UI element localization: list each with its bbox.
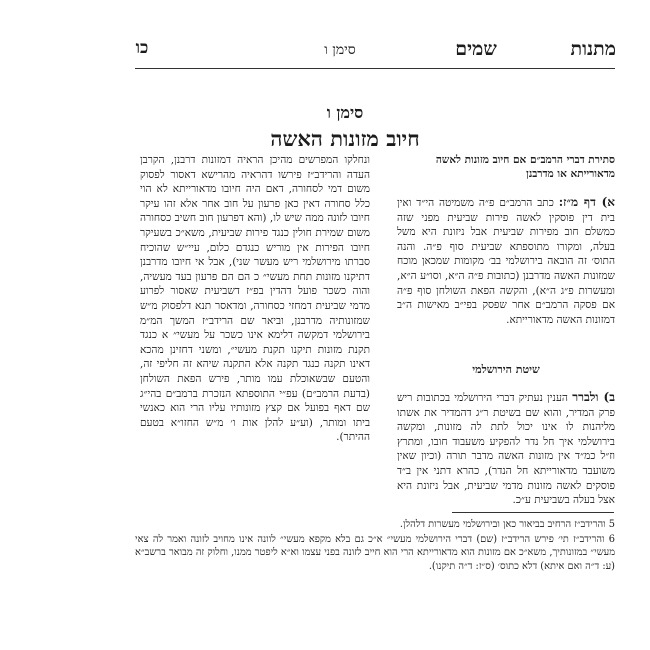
paragraph-continuation <box>140 153 370 445</box>
column-subtitle: סתירת דברי הרמב״ם אם חיוב מזונות לאשה מדאורייתא או מדרבנן <box>435 154 615 180</box>
left-text-column <box>140 153 370 445</box>
paragraph-a <box>397 195 615 327</box>
right-text-column <box>397 153 615 508</box>
running-head-siman: סימן ו <box>324 42 356 58</box>
footnotes <box>135 518 615 574</box>
header-rule <box>135 68 615 69</box>
paragraph-a-lead: א) דף מ״ז: <box>558 195 615 209</box>
footnote-6: 6 והרידב״ז תי׳ פירש הרידב״ז (שם) דברי הירושלמי מעשי״ א״כ גם בלא מקפא מעשי״ לוונה אינו מחויב לזונה ואמר לה צאי מעשי״ במזונותיך, משא״כ אם מזונות הוא מדאורייתא הרי הוא חייב לזונה בפני עצמו וא״א ליפטר ממנו, וחלוק זה מבואר ברשב״א (ע: ד״ה ואם איתא) דלא כתוס׳ (ס״ז: ד״ה תיקנו). <box>135 533 615 572</box>
paragraph-b-lead: ב) ולברר <box>572 389 615 404</box>
section-heading-yerushalmi: שיטת הירושלמי <box>472 363 540 377</box>
footnote-5: 5 והרידב״ז הרחיב בביאור כאן ובירושלמי מעשרות דלהלן. <box>399 519 615 530</box>
paragraph-a-text: כתב הרמב״ם פ״ה משמיטה הי״ד ואין בית דין פוסקין לאשה פירות שביעית מפני שזה כמשלם חוב מפירות שביעית אבל ניזונת היא משל בעלה, ומקורו מתוספתא שביעית סוף פ״ה. והנה התוס׳ זה הובאה בירושלמי בב׳ מקומות שמכאן מוכח שמזונות האשה מדרבנן (כתובות פ״ה ה״א, וסו״ע ה״א, ומעשרות פ״ג ה״א), והקשה הפאת השולחן סוף פ״ה אם פסקה הרמב״ם אחר שפסק בפי״ב מאישות ה״ב דמזונות האשה מדאורייתא. <box>397 197 615 326</box>
page-number: כו <box>135 38 149 58</box>
section-title: חיוב מזונות האשה <box>270 126 420 151</box>
running-head-book-title: מתנות <box>570 38 616 60</box>
footnote-rule <box>452 512 614 513</box>
section-siman-label: סימן ו <box>326 103 364 122</box>
paragraph-continuation-text: ונחלקו המפרשים מהיכן הראיה דמזונות דרבנן, הקרבן העדה והרידב״ז פירשו דהראיה מהרישא דאסור לפסוק משום דמי לסחורה, דאם היה חיובו מדאורייתא לא הוי כלל סחורה דאין כאן פרעון על חוב אחר אלא זהו עיקר חיובו לזונה ממה שיש לו, (והא דפרעון חוב חשיב כסחורה משום שמירת חולין כנגד פירות שביעית, משא״כ בשעיקר חיובו הפירות אין מוריש כנגדם כלום, עיי״ש שהוכיח סברתו מירושלמי ריש מעשר שני), אבל אי חיובו מדרבנן דתיקנו מזונות תחת מעשי״ כ הם הם פרעון בעד מעשיה, והוה כשכר פועל דהדין בפ״ז דשביעית שאסור לפרוע מדמי שביעית דמחזי כסחורה, ומדאסר תנא דלפסוק מ״ש שמזונותיה מדרבנן, וביאר שם הרידב״ז המשך המ״מ בירושלמי דמקשה דלימא אינו כשכר על מעשי״ א כנגד תקנת מזונות תיקנו תקנת מעשי״, ומשני דחזינן מהכא דאינו תקנה כנגד תקנה אלא התקנה שיהא זה חליפי זה, והטעם שבשאוכלת עמו מותר, פירש הפאת השולחן (בדעת הרמב״ם) עפ״י התוספתא הנזכרת ברמב״ם בהי״ג שם דאף בפועל אם קצץ מזונותיו עליו הרי הוא כאנשי ביתו ומותר, (וע״ע להלן אות ו׳ מ״ש החזו״א בטעם ההיתר). <box>140 154 370 444</box>
paragraph-b-text: הענין נעתיק דברי הירושלמי בכתובות ריש פרק המדיר, והוא שם בשיטת ר״ג דהמדיר את אשתו מליהנות לו אינו יכול לתת לה מזונות, ומקשה בירושלמי איך חל נדר להפקיע משעבוד חובו, ומתרץ וז״ל כמ״ד אין מזונות האשה מדבר תורה (וכיון שאין משועבד מדאורייתא חל הנדר), כהרא דתני אין ב״ד פוסקים לאשה מזונות מדמי שביעית, אבל ניזונת היא אצל בעלה בשביעית ע״כ. <box>397 391 615 507</box>
running-head-book-subtitle: שמים <box>455 38 497 60</box>
paragraph-b <box>397 390 615 508</box>
